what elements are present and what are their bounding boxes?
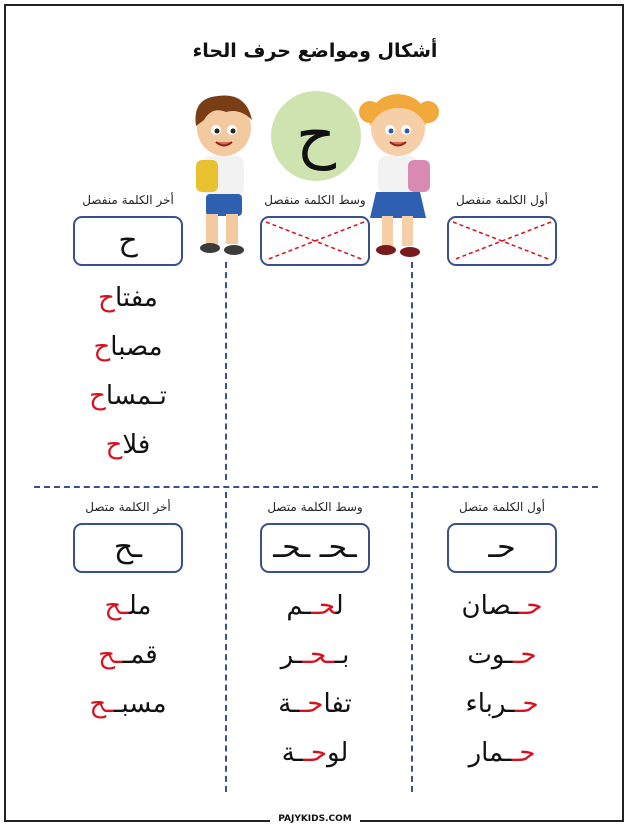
label-separated-middle: وسط الكلمة منفصل (264, 193, 366, 207)
letter-circle (271, 91, 361, 181)
word-connected-end: قمــح (98, 640, 158, 670)
glyph-connected-end: ـح (113, 530, 143, 565)
word-separated-end: مفتاح (98, 283, 158, 313)
word-connected-start: حــوت (467, 640, 537, 670)
word-separated-end: مصباح (93, 332, 163, 362)
divider-vertical-right-lower (411, 492, 413, 792)
boy-illustration (182, 86, 262, 261)
main-letter: ح (295, 98, 337, 171)
glyph-separated-end: ح (118, 223, 138, 258)
label-separated-start: أول الكلمة منفصل (455, 193, 549, 207)
word-connected-start: حــمار (468, 738, 536, 768)
label-separated-end: أخر الكلمة منفصل (82, 193, 174, 207)
label-connected-start: أول الكلمة متصل (459, 500, 545, 514)
glyph-connected-middle: ـحـ ـحـ (273, 530, 357, 565)
word-connected-end: ملـح (104, 591, 152, 621)
divider-vertical-left-lower (225, 492, 227, 792)
word-connected-middle: لوحــة (281, 738, 349, 768)
box-separated-start (447, 216, 557, 266)
box-separated-middle (260, 216, 370, 266)
box-connected-middle (260, 523, 370, 573)
box-connected-start (447, 523, 557, 573)
word-connected-middle: بــحــر (280, 640, 350, 670)
label-connected-middle: وسط الكلمة متصل (267, 500, 363, 514)
divider-vertical-left (225, 262, 227, 480)
box-connected-end (73, 523, 183, 573)
girl-illustration (358, 84, 440, 262)
word-separated-end: فلاح (105, 430, 151, 460)
page-title: أشكال ومواضع حرف الحاء (192, 40, 438, 62)
word-separated-end: تـمساح (89, 381, 167, 411)
divider-horizontal (34, 486, 598, 488)
cross-out-icon (262, 218, 368, 264)
label-connected-end: أخر الكلمة متصل (85, 500, 171, 514)
word-connected-end: مسبــح (89, 689, 167, 719)
word-connected-start: حــصان (461, 591, 543, 621)
box-separated-end (73, 216, 183, 266)
word-connected-middle: لحــم (286, 591, 344, 621)
glyph-connected-start: حـ (488, 530, 516, 565)
cross-out-icon (449, 218, 555, 264)
word-connected-start: حــرباء (465, 689, 539, 719)
divider-vertical-right (411, 262, 413, 480)
word-connected-middle: تفاحــة (278, 689, 352, 719)
site-footer: PAJYKIDS.COM (270, 813, 360, 825)
